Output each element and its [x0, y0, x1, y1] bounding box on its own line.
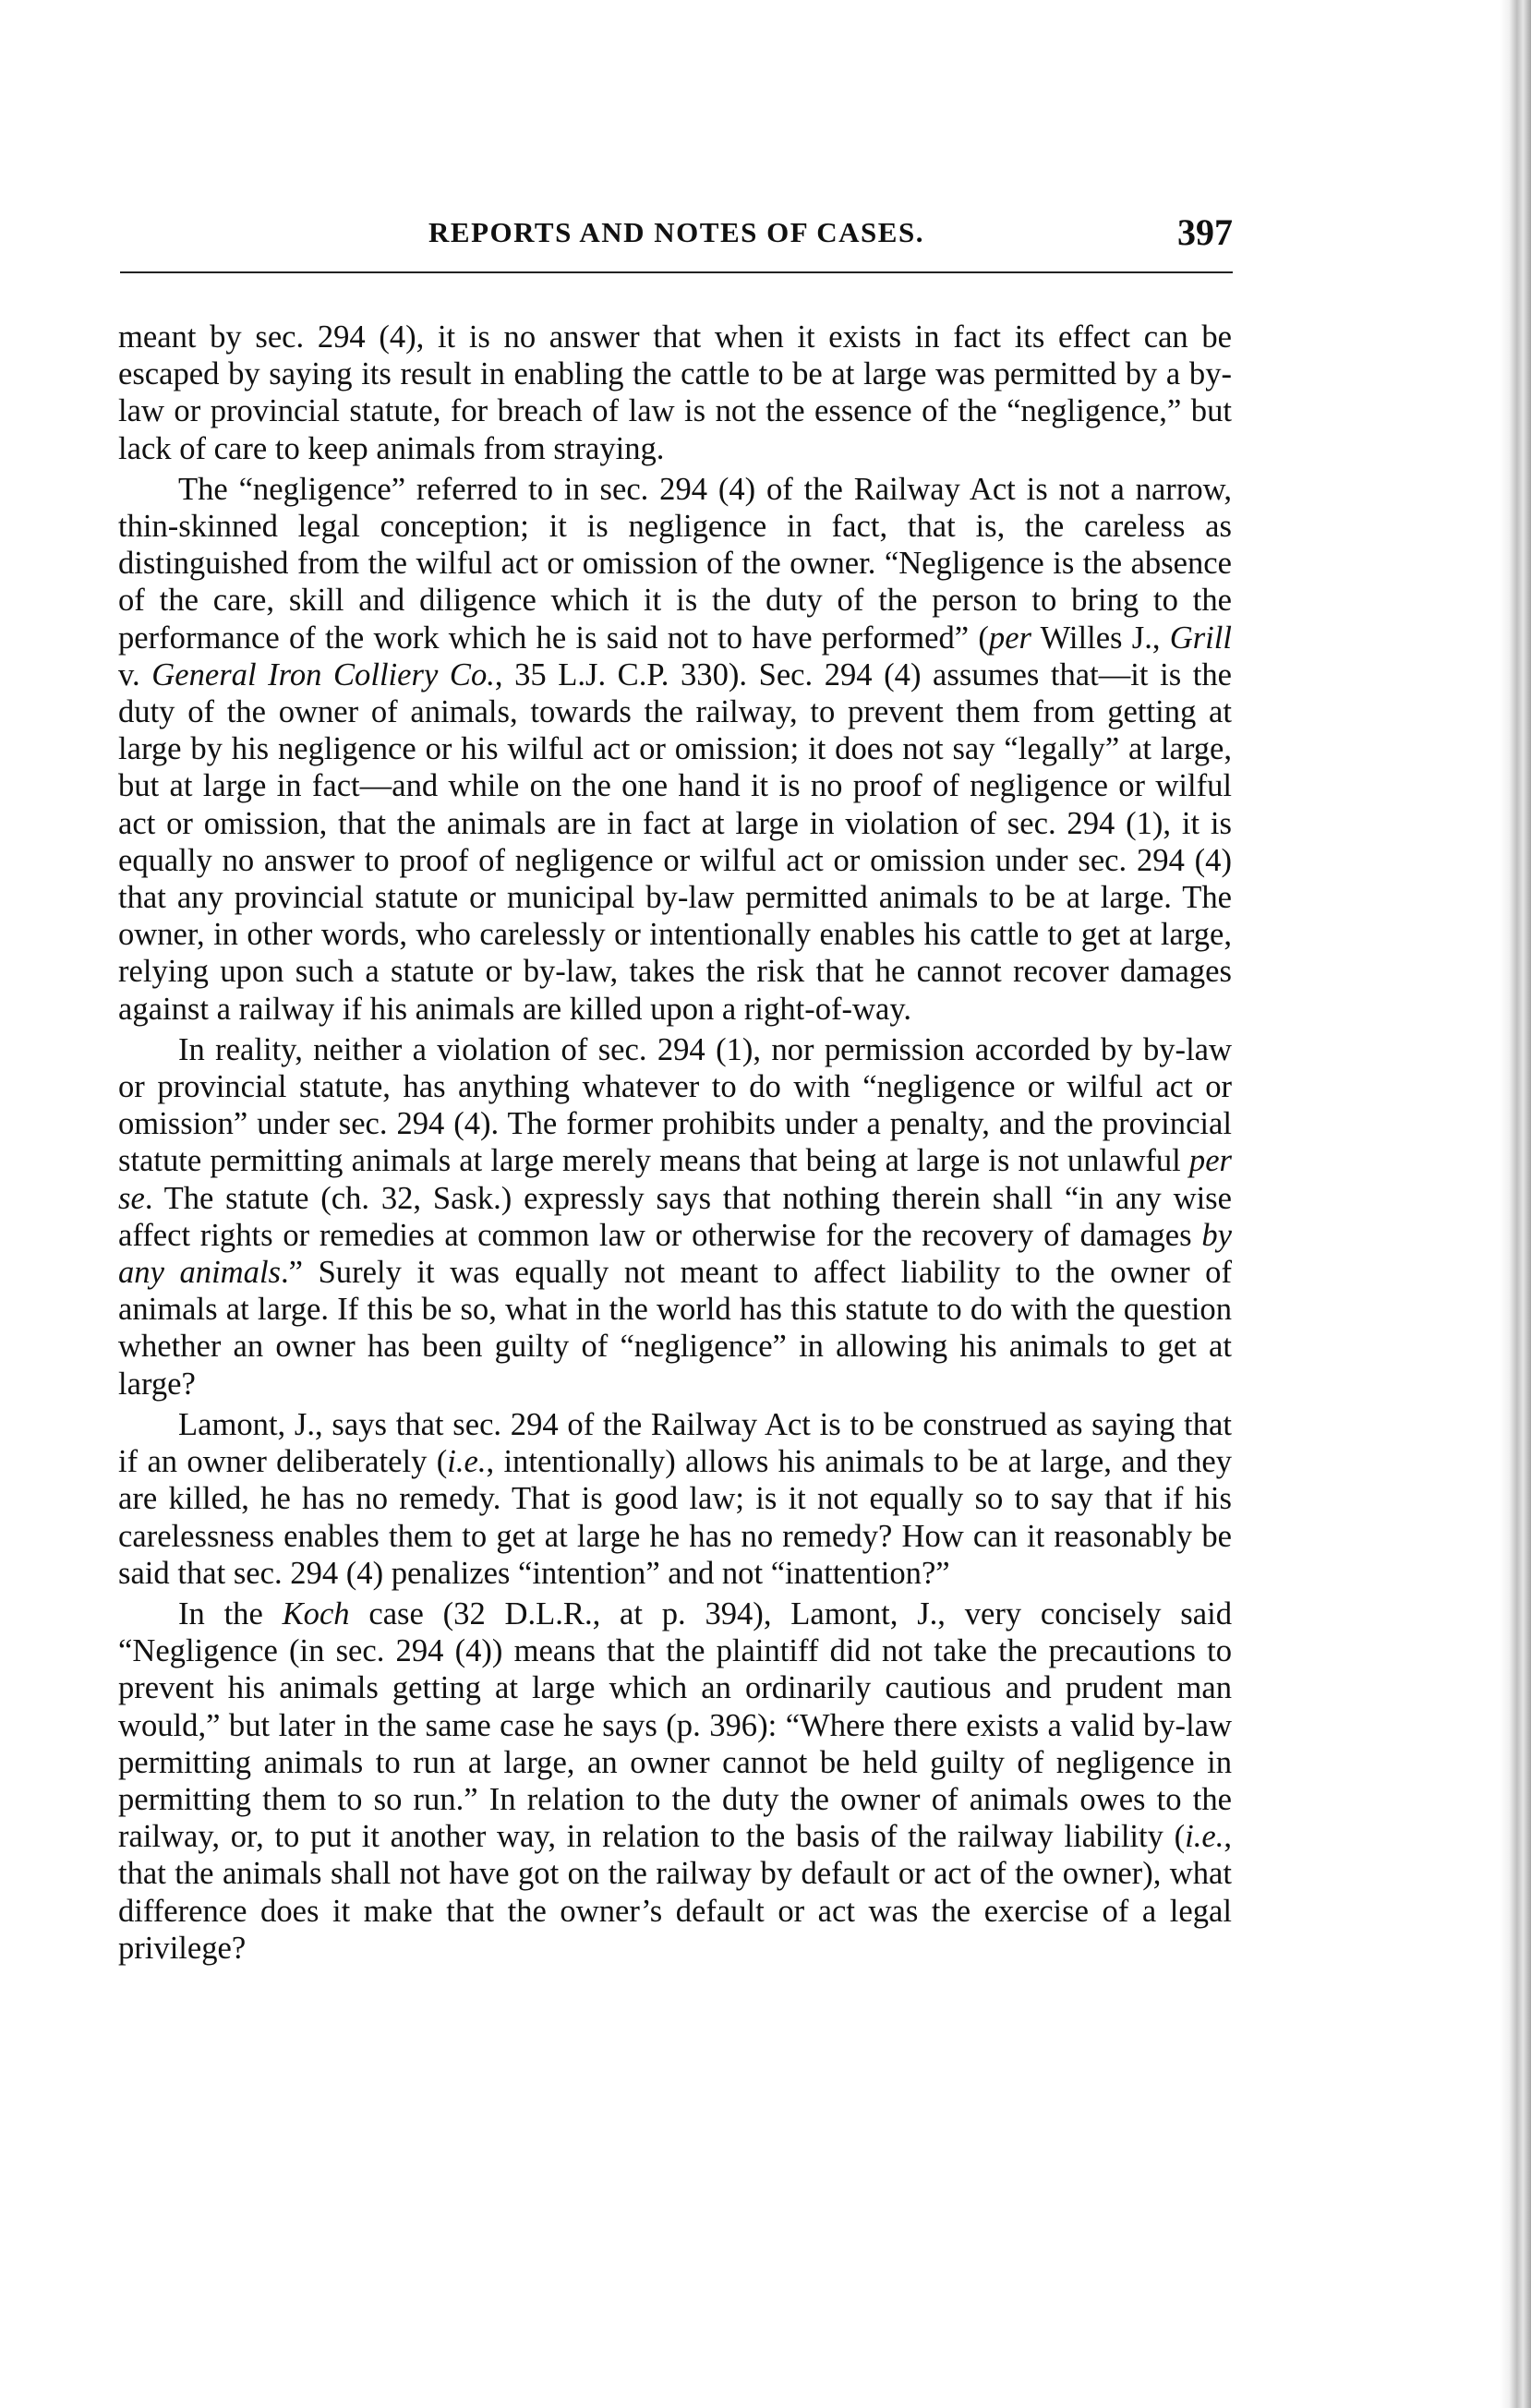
- paragraph-1-text: meant by sec. 294 (4), it is no answer that when it exists in fact its effect can be escaped by saying its result in enabling the cattle to be at large was permitted by a by-law or provincial statute, for breach of law is not the essence of the “negligence,” but lack of care to keep animals from straying.: [118, 319, 1232, 466]
- page-number: 397: [1177, 211, 1233, 253]
- italic-by-any-animals: by any animals: [118, 1217, 1232, 1291]
- paragraph-2-text-3: v.: [118, 656, 152, 692]
- paragraph-2-text-1: The “negligence” referred to in sec. 294 (4) of the Railway Act is not a narrow, thin-skinned legal conception; it is negligence in fact, that is, the careless as distinguished from the wilful act or omission of the owner. “Negligence is the absence of the care, skill and diligence which it is the duty of the person to bring to the performance of the work which he is said not to have performed” (: [118, 471, 1232, 656]
- italic-case-grill: Grill: [1169, 620, 1232, 656]
- paragraph-4: [118, 1406, 1232, 1592]
- paragraph-4-text-1: Lamont, J., says that sec. 294 of the Railway Act is to be construed as saying that if an owner deliberately (: [118, 1406, 1232, 1480]
- running-head: REPORTS AND NOTES OF CASES.: [428, 216, 924, 248]
- italic-ie: i.e.: [447, 1444, 487, 1480]
- page-header: [120, 205, 1233, 260]
- italic-case-general-iron-colliery: General Iron Colliery Co.: [151, 656, 495, 692]
- italic-ie: i.e.: [1185, 1819, 1224, 1855]
- paragraph-5-text-2: case (32 D.L.R., at p. 394), Lamont, J., very concisely said “Negligence (in sec. 294 (4)) means that the plaintiff did not take the precautions to prevent his animals getting at large which an ordinarily cautious and prudent man would,” but later in the same case he says (p. 396): “Where there exists a valid by-law permitting animals to run at large, an owner cannot be held guilty of negligence in permitting them to so run.” In relation to the duty the owner of animals owes to the railway, or, to put it another way, in relation to the basis of the railway liability (: [118, 1595, 1232, 1855]
- paragraph-3-text-2: . The statute (ch. 32, Sask.) expressly says that nothing therein shall “in any wise affect rights or remedies at common law or otherwise for the recovery of damages: [118, 1180, 1232, 1253]
- paragraph-2-text-4: , 35 L.J. C.P. 330). Sec. 294 (4) assumes that—it is the duty of the owner of animals, towards the railway, to prevent them from getting at large by his negligence or his wilful act or omission; it does not say “legally” at large, but at large in fact—and while on the one hand it is no proof of negligence or wilful act or omission, that the animals are in fact at large in violation of sec. 294 (1), it is equally no answer to proof of negligence or wilful act or omission under sec. 294 (4) that any provincial statute or municipal by-law permitted animals to be at large. The owner, in other words, who carelessly or intentionally enables his cattle to get at large, relying upon such a statute or by-law, takes the risk that he cannot recover damages against a railway if his animals are killed upon a right-of-way.: [118, 656, 1232, 1027]
- italic-per: per: [988, 620, 1031, 656]
- paragraph-4-text-2: , intentionally) allows his animals to be at large, and they are killed, he has no remedy. That is good law; is it not equally so to say that if his carelessness enables them to get at large he has no remedy? How can it reasonably be said that sec. 294 (4) penalizes “intention” and not “inattention?”: [118, 1444, 1232, 1591]
- paragraph-1: [118, 319, 1232, 467]
- paragraph-3: [118, 1031, 1232, 1403]
- body-text: [118, 319, 1232, 1967]
- paragraph-3-text-1: In reality, neither a violation of sec. 294 (1), nor permission accorded by by-law or provincial statute, has anything whatever to do with “negligence or wilful act or omission” under sec. 294 (4). The former prohibits under a penalty, and the provincial statute permitting animals at large merely means that being at large is not unlawful: [118, 1031, 1232, 1179]
- paragraph-2-text-2: Willes J.,: [1031, 620, 1170, 656]
- header-rule: [120, 271, 1233, 273]
- paragraph-3-text-3: .” Surely it was equally not meant to affect liability to the owner of animals at large. If this be so, what in the world has this statute to do with the question whether an owner has been guilty of “negligence” in allowing his animals to get at large?: [118, 1255, 1232, 1402]
- paragraph-5-text-1: In the: [178, 1595, 283, 1631]
- scanned-page-edge: [1500, 0, 1531, 2408]
- paragraph-2: [118, 471, 1232, 1028]
- paragraph-5-text-3: , that the animals shall not have got on the railway by default or act of the owner), what difference does it make that the owner’s default or act was the exercise of a legal privilege?: [118, 1819, 1232, 1966]
- italic-koch: Koch: [282, 1595, 350, 1631]
- italic-per-se: per se: [118, 1143, 1232, 1216]
- paragraph-5: [118, 1595, 1232, 1967]
